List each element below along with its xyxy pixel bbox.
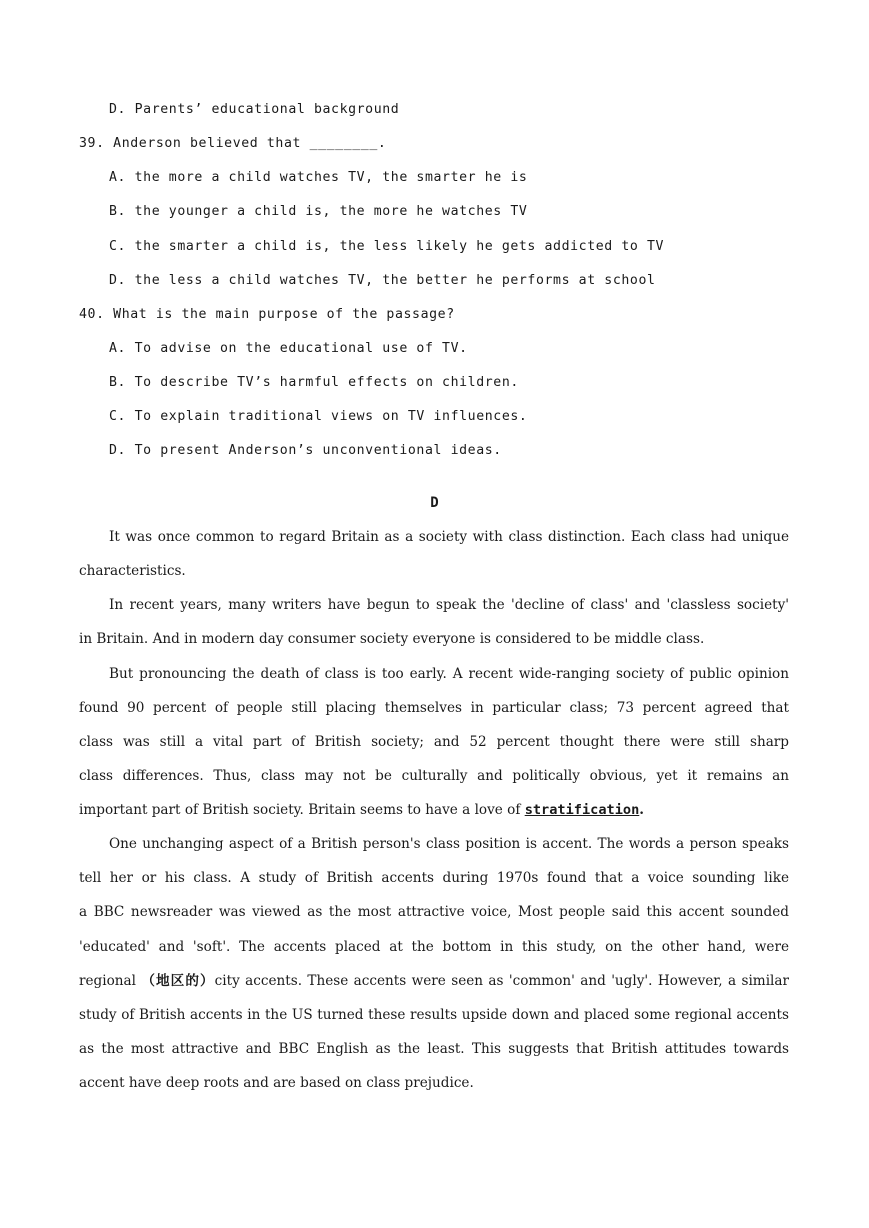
stratification-period: . (639, 802, 644, 818)
q40-option-b: B. To describe TV’s harmful effects on children. (109, 375, 519, 390)
paragraph-4-line-6: study of British accents in the US turned these results upside down and placed some regional accents (79, 1007, 789, 1023)
paragraph-4-line-1: One unchanging aspect of a British person's class position is accent. The words a person speaks (109, 836, 789, 852)
paragraph-4-line-5-text: regional (79, 973, 142, 989)
paragraph-4-line-7: as the most attractive and BBC English as the least. This suggests that British attitudes towards (79, 1041, 789, 1057)
q39-option-a: A. the more a child watches TV, the smarter he is (109, 170, 528, 185)
q40-option-a: A. To advise on the educational use of TV. (109, 341, 468, 356)
paragraph-1-line-2: characteristics. (79, 563, 186, 579)
q39-option-b: B. the younger a child is, the more he watches TV (109, 204, 528, 219)
paragraph-2-line-1: In recent years, many writers have begun to speak the 'decline of class' and 'classless society' (109, 597, 789, 613)
q40-option-c: C. To explain traditional views on TV influences. (109, 409, 528, 424)
stratification-keyword: stratification (524, 802, 640, 818)
q40-option-d: D. To present Anderson’s unconventional ideas. (109, 443, 502, 458)
paragraph-4-line-4: 'educated' and 'soft'. The accents placed at the bottom in this study, on the other hand, were (79, 939, 789, 955)
paragraph-4-line-5 (79, 972, 789, 990)
paragraph-2-line-2: in Britain. And in modern day consumer society everyone is considered to be middle class. (79, 631, 705, 647)
paragraph-3-line-1: But pronouncing the death of class is too early. A recent wide-ranging society of public opinion (109, 666, 789, 682)
paragraph-1-line-1: It was once common to regard Britain as a society with class distinction. Each class had unique (109, 529, 789, 545)
q38-option-d: D. Parents’ educational background (109, 102, 400, 117)
paragraph-3-line-2: found 90 percent of people still placing themselves in particular class; 73 percent agreed that (79, 700, 789, 716)
paragraph-3-line-4: class differences. Thus, class may not be culturally and politically obvious, yet it remains an (79, 768, 789, 784)
section-heading: D (430, 495, 439, 511)
q39-option-d: D. the less a child watches TV, the better he performs at school (109, 273, 656, 288)
paragraph-4-line-3: a BBC newsreader was viewed as the most attractive voice, Most people said this accent sounded (79, 904, 789, 920)
q39-option-c: C. the smarter a child is, the less likely he gets addicted to TV (109, 239, 665, 254)
q40-stem: 40. What is the main purpose of the passage? (79, 307, 455, 322)
q39-stem: 39. Anderson believed that ________. (79, 136, 387, 151)
paragraph-3-line-5 (79, 801, 789, 819)
paragraph-4-line-2: tell her or his class. A study of British accents during 1970s found that a voice sounding like (79, 870, 789, 886)
paragraph-4-line-5-tail: city accents. These accents were seen as 'common' and 'ugly'. However, a similar (214, 973, 789, 989)
paragraph-3-line-5-text: important part of British society. Britain seems to have a love of (79, 802, 525, 818)
paragraph-3-line-3: class was still a vital part of British society; and 52 percent thought there were still sharp (79, 734, 789, 750)
paragraph-4-line-8: accent have deep roots and are based on class prejudice. (79, 1075, 474, 1091)
regional-gloss: （地区的） (141, 973, 215, 989)
